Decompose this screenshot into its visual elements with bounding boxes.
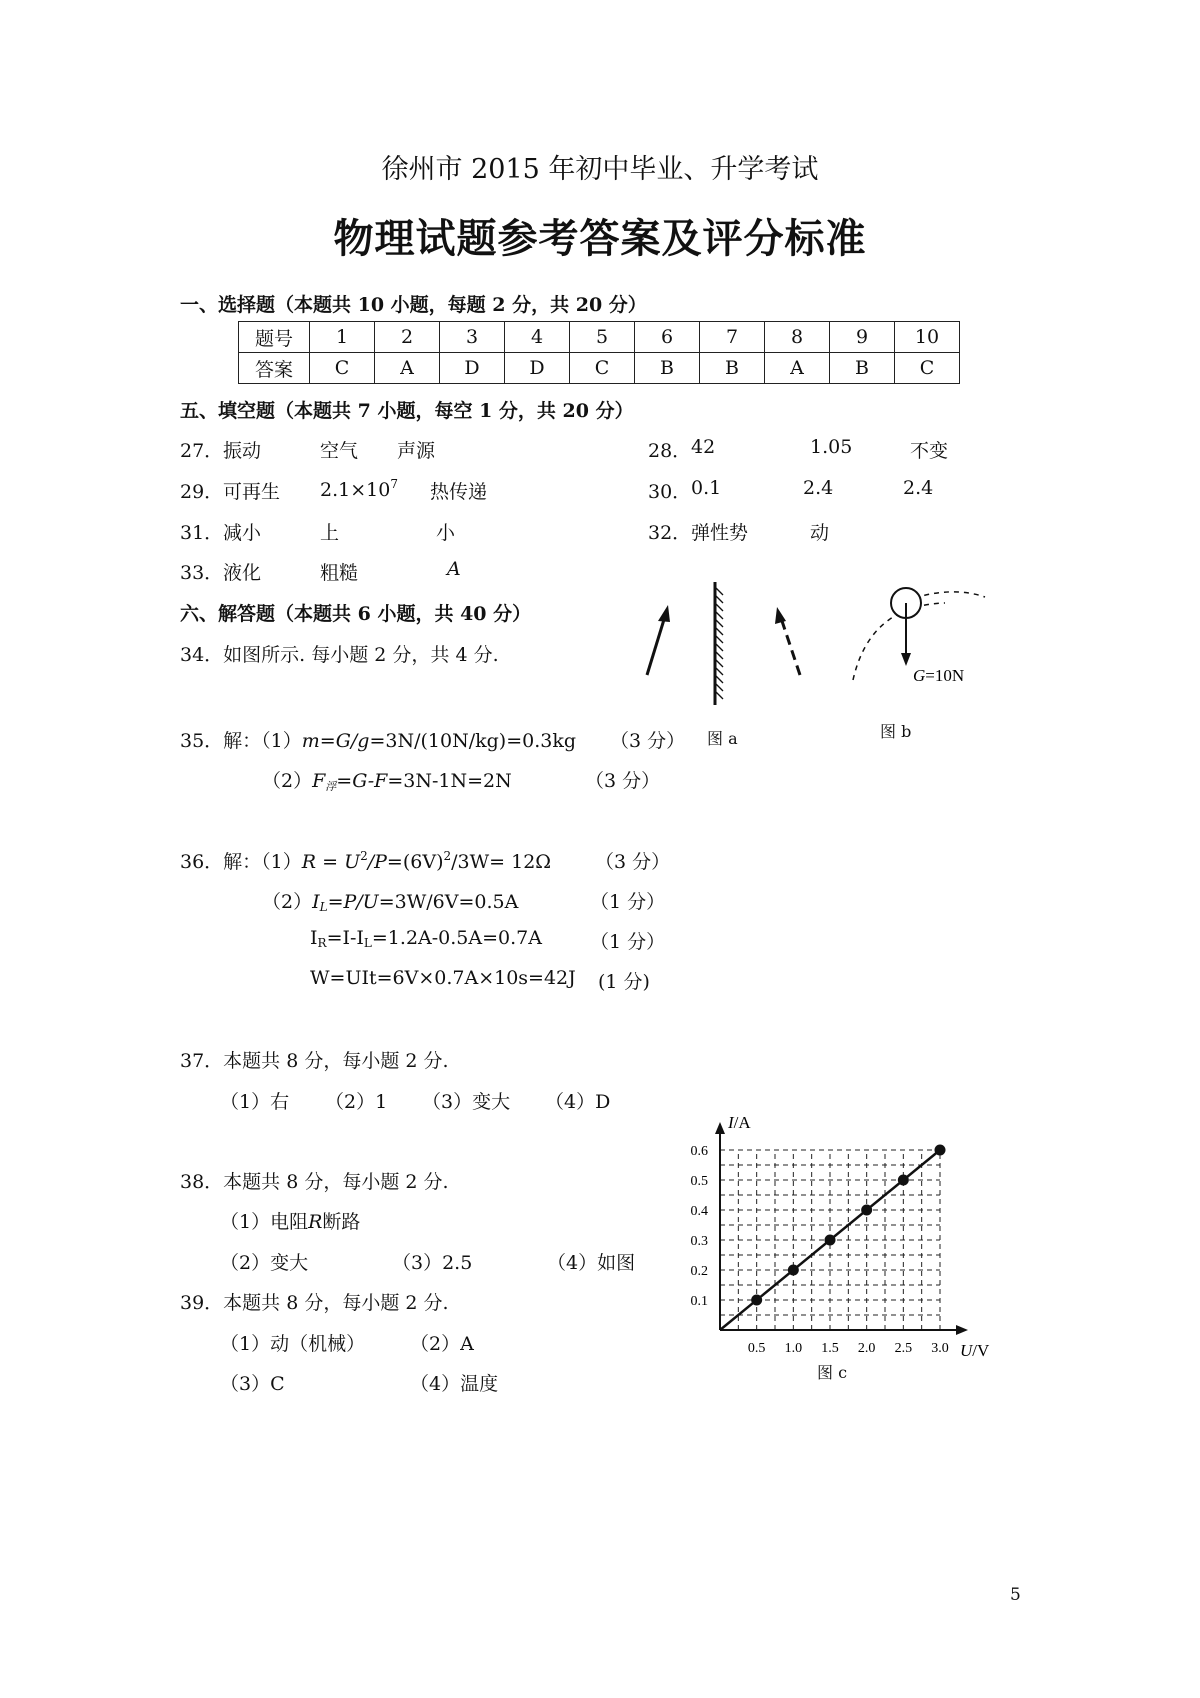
q27-num: 27． [180, 440, 224, 462]
q28-num: 28． [648, 440, 692, 462]
q28-answer-3: 不变 [910, 440, 949, 462]
section1-heading: 一、选择题（本题共 10 小题，每题 2 分，共 20 分） [180, 294, 647, 316]
q37-answer-4: （4）D [545, 1091, 611, 1113]
q38-answer-4: （4）如图 [547, 1252, 636, 1274]
q33-answer-3: A [447, 558, 461, 580]
q35-score-1: （3 分） [610, 730, 686, 752]
table-cell: B [830, 353, 895, 384]
q36-prefix: 36．解：（1） [180, 851, 302, 873]
q38-answer-1 [220, 1207, 360, 1234]
chart-x-label: U/V [960, 1341, 990, 1360]
q31-num: 31． [180, 522, 224, 544]
table-cell: A [765, 353, 830, 384]
q39-answer-2: （2）A [410, 1333, 474, 1355]
table-cell: C [310, 353, 375, 384]
table-cell: B [635, 353, 700, 384]
page-subtitle: 徐州市 2015 年初中毕业、升学考试 [381, 154, 819, 185]
table-row-label: 题号 [239, 322, 310, 353]
q27-answer-3: 声源 [397, 440, 436, 462]
x-tick-label: 2.0 [857, 1341, 876, 1356]
q35-line1 [180, 726, 576, 753]
q36-rest2: /3W= 12Ω [451, 851, 552, 873]
fig-b-force-label: G=10N [913, 666, 965, 685]
q36-line2-prefix: （2） [262, 891, 313, 913]
chart-marks [720, 1145, 946, 1331]
fig-b-gravity-arrowhead [901, 653, 911, 666]
q38-answer-3: （3）2.5 [392, 1252, 473, 1274]
chart-y-label: I/A [728, 1113, 751, 1132]
section5-heading: 五、填空题（本题共 7 小题，每空 1 分，共 20 分） [180, 400, 634, 422]
table-cell: 6 [635, 322, 700, 353]
q36-score-1: （3 分） [595, 851, 671, 873]
q37-answer-1: （1）右 [220, 1091, 290, 1113]
q33-answer-2: 粗糙 [320, 562, 359, 584]
table-cell: D [440, 353, 505, 384]
q38-answer-2: （2）变大 [220, 1252, 309, 1274]
q36-exp: 2 [360, 849, 368, 863]
table-cell: 1 [310, 322, 375, 353]
q29-num: 29． [180, 481, 224, 503]
q27-answer-2: 空气 [320, 440, 359, 462]
page-number: 5 [1010, 1585, 1021, 1605]
q30-num: 30． [648, 481, 692, 503]
data-point [788, 1265, 799, 1276]
q28-answer-1: 42 [691, 436, 716, 458]
q35-line2 [262, 766, 512, 794]
data-point [751, 1295, 762, 1306]
q36-P: /P [367, 851, 387, 873]
y-tick-label: 0.1 [690, 1294, 708, 1309]
q36-line2-formula: =P/U [327, 891, 379, 913]
q30-answer-3: 2.4 [903, 477, 934, 499]
y-tick-label: 0.2 [690, 1264, 708, 1279]
x-axis-arrowhead [956, 1325, 968, 1335]
q36-line2 [262, 887, 518, 914]
q32-answer-1: 弹性势 [691, 522, 749, 544]
q37-answer-3: （3）变大 [422, 1091, 511, 1113]
q36-rest1: =(6V) [386, 851, 444, 873]
q28-answer-2: 1.05 [810, 436, 853, 458]
fig-a-incident-arrow [647, 613, 666, 675]
y-tick-label: 0.5 [690, 1174, 708, 1189]
fig-c-caption: 图 c [817, 1363, 848, 1382]
x-tick-label: 0.5 [747, 1341, 766, 1356]
x-tick-label: 1.5 [821, 1341, 839, 1356]
q33-num: 33． [180, 562, 224, 584]
q36-line3-subL: L [363, 936, 372, 950]
q36-line3 [310, 927, 542, 950]
q36-line1 [180, 847, 551, 874]
q33-answer-1: 液化 [223, 562, 262, 584]
q36-line3-subR: R [317, 936, 327, 950]
q29-answer-1: 可再生 [223, 481, 281, 503]
q36-score-2: （1 分） [590, 891, 666, 913]
q35-formula: m=G/g [301, 730, 370, 752]
table-cell: 8 [765, 322, 830, 353]
q35-line2-prefix: （2） [262, 770, 313, 792]
q35-prefix: 35．解：（1） [180, 730, 302, 752]
q37-text: 37．本题共 8 分，每小题 2 分. [180, 1050, 449, 1072]
fig-b-caption: 图 b [880, 722, 912, 741]
q37-answer-2: （2）1 [325, 1091, 388, 1113]
q27-answer-1: 振动 [223, 440, 262, 462]
q36-score-4: (1 分) [598, 971, 650, 993]
q29-answer-2-exp: 7 [390, 477, 398, 491]
x-tick-label: 2.5 [894, 1341, 913, 1356]
q39-answer-3: （3）C [220, 1373, 285, 1395]
q35-F: F [312, 770, 326, 792]
x-tick-label: 1.0 [784, 1341, 803, 1356]
q38-answer-1-suffix: 断路 [322, 1211, 361, 1233]
y-tick-label: 0.6 [690, 1144, 708, 1159]
table-cell: C [895, 353, 960, 384]
fig-c-chart [670, 1100, 1000, 1380]
fig-a-arrowhead [658, 605, 670, 622]
q35-result: =3N/(10N/kg)=0.3kg [369, 730, 577, 752]
figures-a-b [620, 575, 990, 750]
q36-line3-rest: =1.2A-0.5A=0.7A [371, 927, 542, 949]
q29-answer-2-base: 2.1×10 [320, 479, 391, 501]
q30-answer-1: 0.1 [691, 477, 722, 499]
y-tick-label: 0.4 [690, 1204, 708, 1219]
q35-line2-result: =3N-1N=2N [387, 770, 512, 792]
table-cell: 10 [895, 322, 960, 353]
q35-F-sub: 浮 [325, 780, 337, 793]
q36-line3-I: I [310, 927, 318, 949]
table-row-answers [239, 353, 960, 384]
q35-line2-formula: =G-F [336, 770, 388, 792]
y-axis-arrowhead [715, 1122, 725, 1134]
q31-answer-2: 上 [320, 522, 340, 544]
table-row-numbers [239, 322, 960, 353]
table-cell: C [570, 353, 635, 384]
fig-a-image-arrow [780, 615, 800, 675]
q36-formula: R = U [301, 851, 361, 873]
q39-answer-1: （1）动（机械） [220, 1333, 366, 1355]
q36-line2-result: =3W/6V=0.5A [378, 891, 519, 913]
q36-I-sub: L [319, 900, 328, 914]
q29-answer-2 [320, 477, 398, 501]
section6-heading: 六、解答题（本题共 6 小题，共 40 分） [180, 603, 532, 625]
q31-answer-1: 减小 [223, 522, 262, 544]
x-tick-label: 3.0 [931, 1341, 949, 1356]
q29-answer-3: 热传递 [430, 481, 488, 503]
table-cell: 2 [375, 322, 440, 353]
table-cell: 7 [700, 322, 765, 353]
table-cell: 9 [830, 322, 895, 353]
q36-line3-mid: =I-I [326, 927, 364, 949]
table-row-label: 答案 [239, 353, 310, 384]
q36-exp2: 2 [443, 849, 452, 863]
fig-a-caption: 图 a [707, 729, 738, 748]
data-point [898, 1175, 909, 1186]
q36-I: I [312, 891, 320, 913]
table-cell: D [505, 353, 570, 384]
q36-score-3: （1 分） [590, 931, 666, 953]
q30-answer-2: 2.4 [803, 477, 834, 499]
q39-text: 39．本题共 8 分，每小题 2 分. [180, 1292, 449, 1314]
q38-answer-1-prefix: （1）电阻 [220, 1211, 309, 1233]
q39-answer-4: （4）温度 [410, 1373, 499, 1395]
table-cell: A [375, 353, 440, 384]
table-cell: 4 [505, 322, 570, 353]
table-cell: B [700, 353, 765, 384]
q31-answer-3: 小 [436, 522, 456, 544]
q32-num: 32． [648, 522, 692, 544]
y-tick-label: 0.3 [690, 1234, 708, 1249]
q36-line4: W=UIt=6V×0.7A×10s=42J [310, 967, 576, 989]
fig-a-image-arrowhead [775, 607, 786, 624]
page-title: 物理试题参考答案及评分标准 [333, 216, 867, 262]
q35-score-2: （3 分） [585, 770, 661, 792]
data-point [825, 1235, 836, 1246]
data-point [935, 1145, 946, 1156]
q38-text: 38．本题共 8 分，每小题 2 分. [180, 1171, 449, 1193]
answer-table [238, 321, 960, 384]
table-cell: 5 [570, 322, 635, 353]
q32-answer-2: 动 [810, 522, 830, 544]
data-point [861, 1205, 872, 1216]
q34-text: 34．如图所示. 每小题 2 分，共 4 分. [180, 644, 499, 666]
table-cell: 3 [440, 322, 505, 353]
q38-answer-1-R: R [308, 1211, 323, 1233]
